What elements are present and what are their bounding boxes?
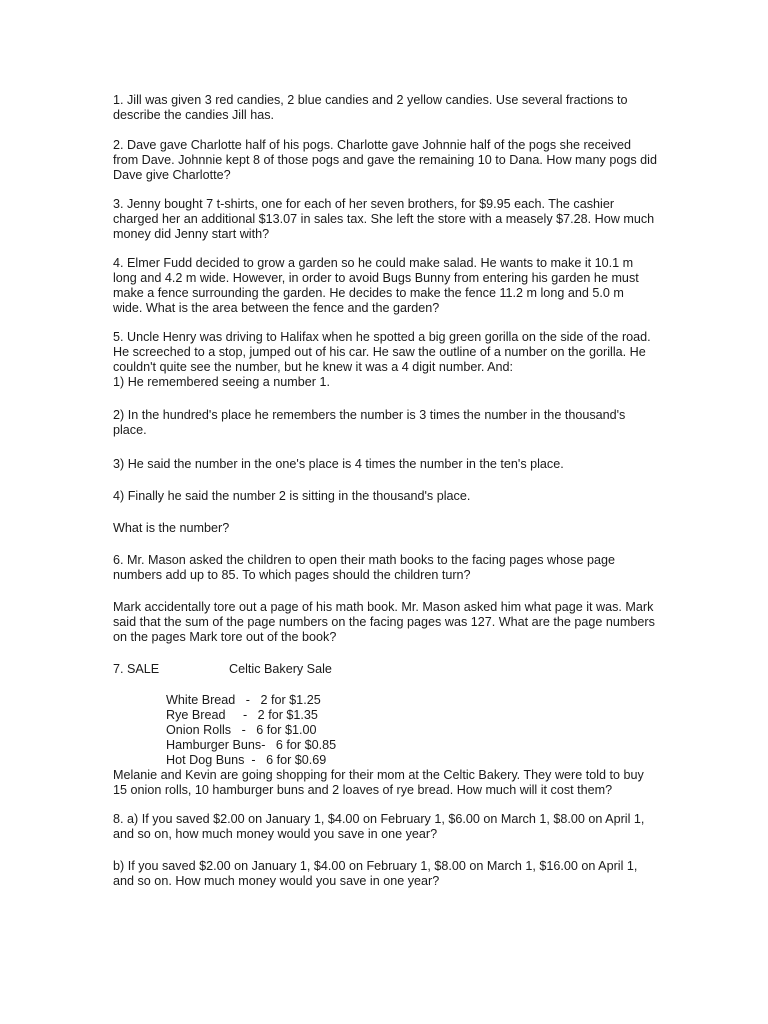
problem-8b: b) If you saved $2.00 on January 1, $4.00 on February 1, $8.00 on March 1, $16.00 on April 1, and so on. How much money would you save in one year? (113, 859, 638, 888)
problem-6-part-2: Mark accidentally tore out a page of his math book. Mr. Mason asked him what page it was. Mark said that the sum of the page numbers on the facing pages was 127. What are the page numbers on the pages Mark tore out of the book? (113, 600, 655, 644)
problem-6: 6. Mr. Mason asked the children to open their math books to the facing pages whose page numbers add up to 85. To which pages should the children turn? (113, 553, 615, 582)
price-list-item: Hamburger Buns- 6 for $0.85 (166, 738, 337, 752)
problem-5-clue-2: 2) In the hundred's place he remembers the number is 3 times the number in the thousand's place. (113, 408, 626, 437)
problem-7-question: Melanie and Kevin are going shopping for their mom at the Celtic Bakery. They were told to buy 15 onion rolls, 10 hamburger buns and 2 loaves of rye bread. How much will it cost them? (113, 768, 644, 797)
price-list-item: White Bread - 2 for $1.25 (166, 693, 321, 707)
problem-7-title: Celtic Bakery Sale (229, 662, 332, 676)
price-list-item: Hot Dog Buns - 6 for $0.69 (166, 753, 327, 767)
problem-8a: 8. a) If you saved $2.00 on January 1, $4.00 on February 1, $6.00 on March 1, $8.00 on April 1, and so on, how much money would you save in one year? (113, 812, 645, 841)
problem-1: 1. Jill was given 3 red candies, 2 blue candies and 2 yellow candies. Use several fractions to describe the candies Jill has. (113, 93, 628, 122)
problem-2: 2. Dave gave Charlotte half of his pogs. Charlotte gave Johnnie half of the pogs she received from Dave. Johnnie kept 8 of those pogs and gave the remaining 10 to Dana. How many pogs did Dave give Charlotte? (113, 138, 657, 182)
price-list-item: Rye Bread - 2 for $1.35 (166, 708, 318, 722)
problem-3: 3. Jenny bought 7 t-shirts, one for each of her seven brothers, for $9.95 each. The cashier charged her an additional $13.07 in sales tax. She left the store with a measely $7.28. How much money did Jenny start with? (113, 197, 655, 241)
problem-5-question: What is the number? (113, 521, 230, 535)
problem-7-label: 7. SALE (113, 662, 160, 676)
problem-4: 4. Elmer Fudd decided to grow a garden so he could make salad. He wants to make it 10.1 m long and 4.2 m wide. However, in order to avoid Bugs Bunny from entering his garden he must make a fence surrounding the garden. He decides to make the fence 11.2 m long and 5.0 m wide. What is the area between the fence and the garden? (113, 256, 639, 315)
problem-5-clue-3: 3) He said the number in the one's place is 4 times the number in the ten's place. (113, 457, 564, 471)
problem-5-clue-4: 4) Finally he said the number 2 is sitting in the thousand's place. (113, 489, 471, 503)
problem-5: 5. Uncle Henry was driving to Halifax when he spotted a big green gorilla on the side of the road. He screeched to a stop, jumped out of his car. He saw the outline of a number on the gorilla. He couldn't quite see the number, but he knew it was a 4 digit number. And: 1) He remembered seeing a number 1. (113, 330, 651, 389)
price-list-item: Onion Rolls - 6 for $1.00 (166, 723, 317, 737)
